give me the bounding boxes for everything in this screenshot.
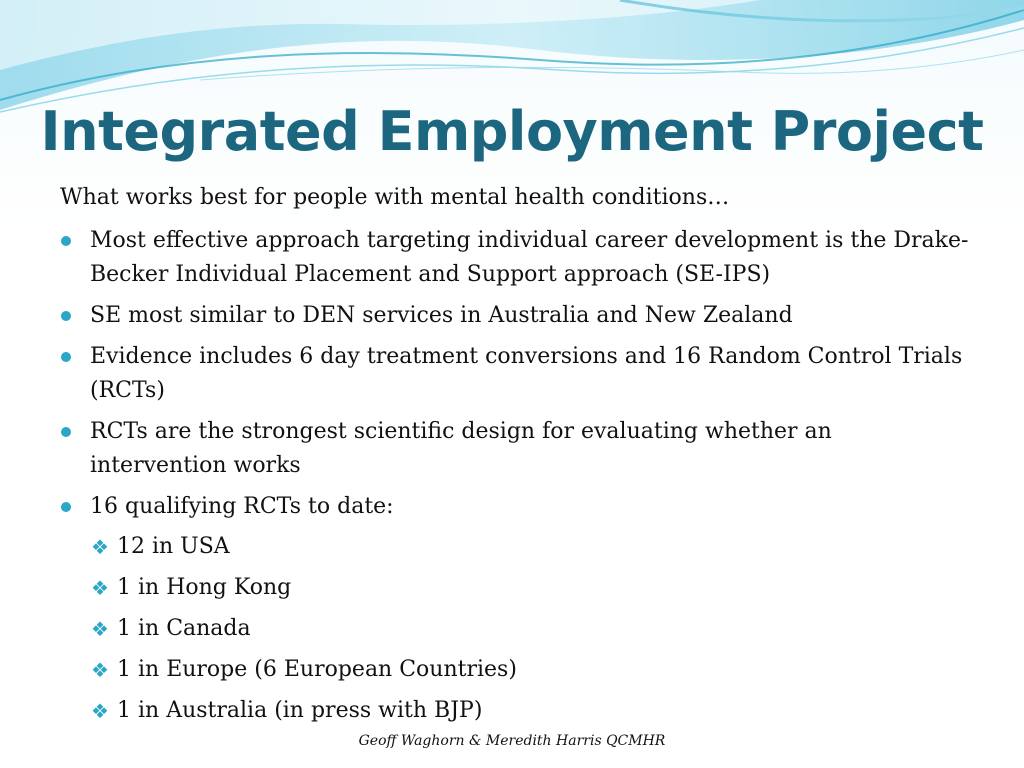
sub-bullet-text: 1 in Canada: [117, 616, 251, 641]
round-bullet-icon: [61, 502, 71, 512]
sub-list-item: [91, 571, 517, 605]
list-item: [60, 340, 970, 408]
slide-title: Integrated Employment Project: [40, 100, 984, 163]
sub-bullet-text: 1 in Hong Kong: [117, 575, 292, 600]
intro-text: What works best for people with mental health conditions…: [60, 185, 730, 210]
sub-bullet-list: [91, 530, 517, 735]
diamond-bullet-icon: ❖: [91, 658, 109, 682]
round-bullet-icon: [61, 352, 71, 362]
sub-bullet-text: 12 in USA: [117, 534, 230, 559]
bullet-list: [60, 224, 970, 531]
diamond-bullet-icon: ❖: [91, 617, 109, 641]
round-bullet-icon: [61, 311, 71, 321]
round-bullet-icon: [61, 427, 71, 437]
sub-list-item: [91, 530, 517, 564]
sub-bullet-text: 1 in Australia (in press with BJP): [117, 698, 483, 723]
list-item: [60, 299, 970, 333]
diamond-bullet-icon: ❖: [91, 699, 109, 723]
diamond-bullet-icon: ❖: [91, 535, 109, 559]
slide-footer: Geoff Waghorn & Meredith Harris QCMHR: [358, 733, 666, 749]
round-bullet-icon: [61, 236, 71, 246]
diamond-bullet-icon: ❖: [91, 576, 109, 600]
bullet-text: Most effective approach targeting individual career development is the Drake-Becker Individual Placement and Support approach (SE-IPS): [90, 228, 969, 287]
sub-bullet-text: 1 in Europe (6 European Countries): [117, 657, 517, 682]
bullet-text: SE most similar to DEN services in Australia and New Zealand: [90, 303, 793, 328]
list-item: [60, 415, 970, 483]
sub-list-item: [91, 612, 517, 646]
list-item: [60, 224, 970, 292]
bullet-text: 16 qualifying RCTs to date:: [90, 494, 394, 519]
list-item: [60, 490, 970, 524]
bullet-text: RCTs are the strongest scientific design for evaluating whether an intervention works: [90, 419, 832, 478]
bullet-text: Evidence includes 6 day treatment conversions and 16 Random Control Trials (RCTs): [90, 344, 963, 403]
sub-list-item: [91, 694, 517, 728]
sub-list-item: [91, 653, 517, 687]
